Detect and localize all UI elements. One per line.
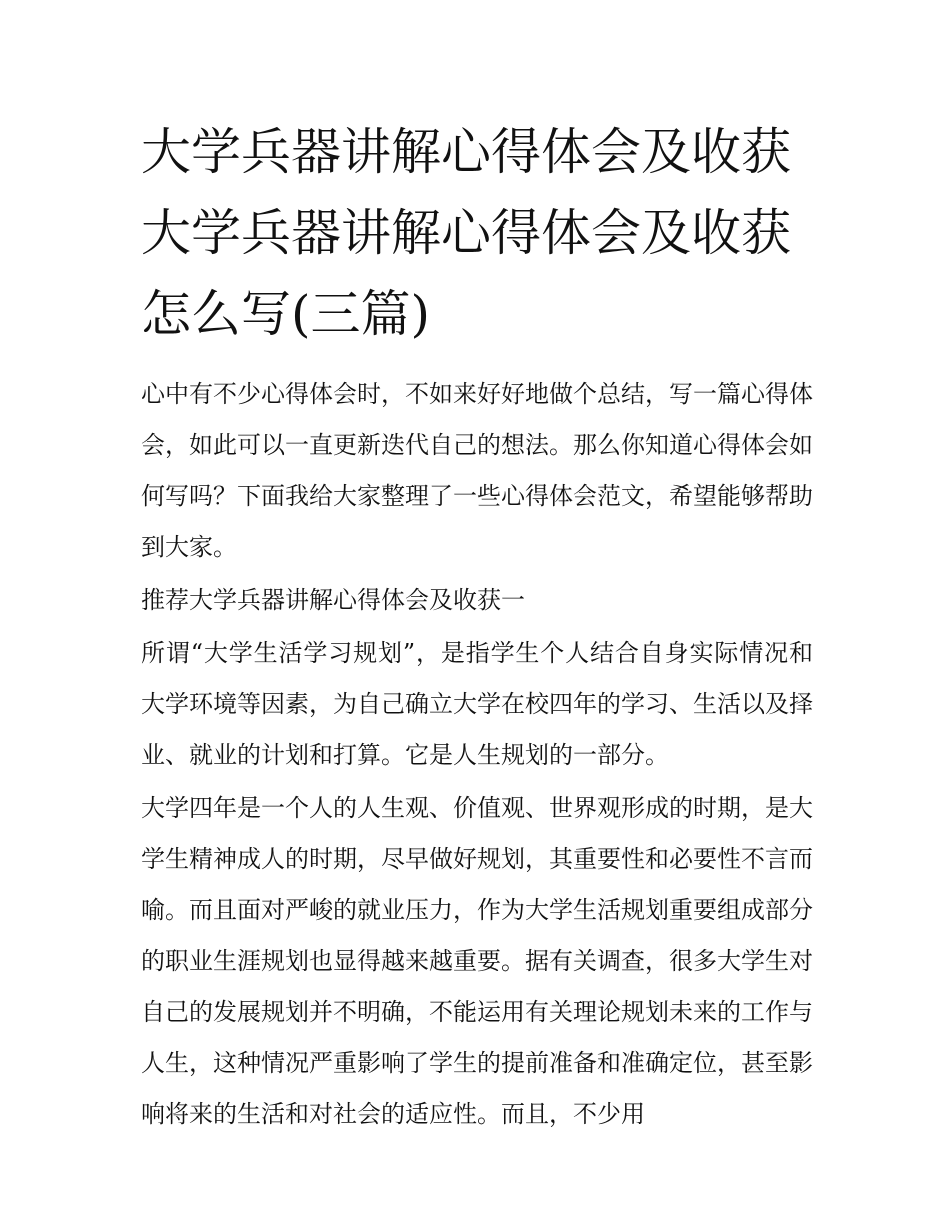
- body-paragraph-2: 大学四年是一个人的人生观、价值观、世界观形成的时期，是大学生精神成人的时期，尽早做好规划，其重要性和必要性不言而喻。而且面对严峻的就业压力，作为大学生活规划重要组成部分的职业生涯规划也显得越来越重要。据有关调查，很多大学生对自己的发展规划并不明确，不能运用有关理论规划未来的工作与人生，这种情况严重影响了学生的提前准备和准确定位，甚至影响将来的生活和对社会的适应性。而且，不少用: [141, 794, 813, 1128]
- document-title: [141, 112, 813, 355]
- document-page: [141, 112, 813, 1142]
- body-paragraph-1: 所谓“大学生活学习规划”，是指学生个人结合自身实际情况和大学环境等因素，为自己确立大学在校四年的学习、生活以及择业、就业的计划和打算。它是人生规划的一部分。: [141, 639, 813, 769]
- title-line-3: 怎么写(三篇): [141, 285, 431, 343]
- title-line-2: 大学兵器讲解心得体会及收获: [141, 204, 791, 262]
- section-heading: 推荐大学兵器讲解心得体会及收获一: [141, 586, 525, 614]
- intro-paragraph: 心中有不少心得体会时，不如来好好地做个总结，写一篇心得体会，如此可以一直更新迭代自己的想法。那么你知道心得体会如何写吗？下面我给大家整理了一些心得体会范文，希望能够帮助到大家。: [141, 380, 813, 561]
- title-line-1: 大学兵器讲解心得体会及收获: [141, 123, 791, 181]
- document-body: [141, 369, 813, 1140]
